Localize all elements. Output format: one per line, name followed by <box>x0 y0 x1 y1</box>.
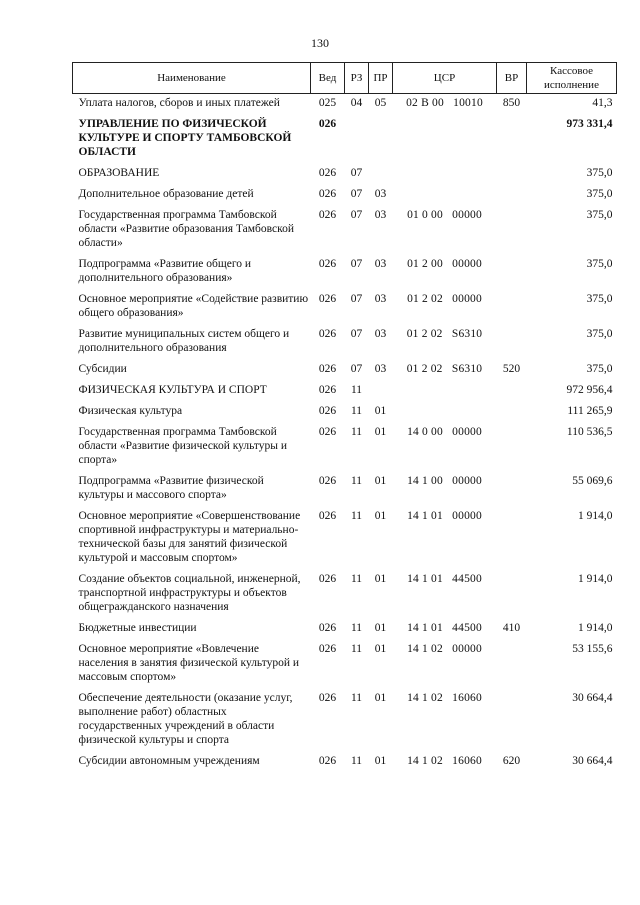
cell-ved: 026 <box>318 188 337 200</box>
table-row <box>73 115 617 164</box>
cell-csr <box>393 402 497 423</box>
cell-sum: 375,0 <box>586 209 613 221</box>
cell-sum: 30 664,4 <box>572 755 613 767</box>
cell-pr: 03 <box>374 209 387 221</box>
cell-ved: 026 <box>318 692 337 704</box>
cell-pr: 03 <box>374 328 387 340</box>
cell-sum: 53 155,6 <box>572 643 613 655</box>
cell-csr <box>393 164 497 185</box>
table-row <box>73 570 617 619</box>
cell-ved: 026 <box>318 643 337 655</box>
table-row <box>73 185 617 206</box>
cell-csr: 01 2 00 00000 <box>407 258 482 270</box>
cell-vr <box>497 402 527 423</box>
cell-rz: 11 <box>350 475 363 487</box>
cell-pr <box>369 115 393 164</box>
table-row <box>73 381 617 402</box>
cell-vr <box>497 570 527 619</box>
cell-sum: 111 265,9 <box>567 405 613 417</box>
cell-vr: 850 <box>502 97 521 109</box>
header-sum: Кассовое исполнение <box>527 63 617 94</box>
cell-sum: 1 914,0 <box>578 510 613 522</box>
cell-vr <box>497 423 527 472</box>
cell-ved: 026 <box>318 573 337 585</box>
cell-csr: 01 0 00 00000 <box>407 209 482 221</box>
cell-name: Бюджетные инвестиции <box>78 622 197 634</box>
cell-csr: 14 1 01 44500 <box>407 573 482 585</box>
cell-csr: 14 0 00 00000 <box>407 426 482 438</box>
table-row <box>73 360 617 381</box>
cell-sum: 375,0 <box>586 167 613 179</box>
cell-vr: 620 <box>502 755 521 767</box>
header-vr: ВР <box>497 63 527 94</box>
cell-csr: 14 1 02 00000 <box>407 643 482 655</box>
table-row <box>73 423 617 472</box>
cell-name: Субсидии <box>78 363 127 375</box>
cell-rz: 07 <box>350 209 363 221</box>
page-number: 130 <box>311 36 329 50</box>
cell-ved: 025 <box>318 97 337 109</box>
cell-sum: 375,0 <box>586 188 613 200</box>
cell-pr: 01 <box>374 755 387 767</box>
cell-vr <box>497 115 527 164</box>
cell-ved: 026 <box>318 328 337 340</box>
cell-rz: 07 <box>350 258 363 270</box>
cell-rz: 11 <box>350 510 363 522</box>
cell-pr <box>369 381 393 402</box>
cell-csr: 01 2 02 00000 <box>407 293 482 305</box>
cell-name: Основное мероприятие «Совершенствование спортивной инфраструктуры и материально-технической базы для занятий физической культурой и массовым спортом» <box>78 510 301 564</box>
cell-rz: 11 <box>350 384 363 396</box>
cell-ved: 026 <box>318 293 337 305</box>
table-row <box>73 640 617 689</box>
cell-rz: 11 <box>350 755 363 767</box>
cell-name: ФИЗИЧЕСКАЯ КУЛЬТУРА И СПОРТ <box>78 384 267 396</box>
cell-name: Подпрограмма «Развитие физической культуры и массового спорта» <box>78 475 264 501</box>
cell-name: Государственная программа Тамбовской области «Развитие образования Тамбовской области» <box>78 209 294 249</box>
cell-name: Основное мероприятие «Вовлечение населения в занятия физической культурой и массовым спортом» <box>78 643 300 683</box>
cell-pr: 01 <box>374 692 387 704</box>
cell-pr: 03 <box>374 363 387 375</box>
cell-sum: 1 914,0 <box>578 573 613 585</box>
header-rz: РЗ <box>345 63 369 94</box>
cell-rz: 07 <box>350 328 363 340</box>
cell-pr: 05 <box>374 97 387 109</box>
cell-vr <box>497 640 527 689</box>
cell-rz: 11 <box>350 622 363 634</box>
cell-vr <box>497 325 527 360</box>
cell-pr: 01 <box>374 622 387 634</box>
cell-name: ОБРАЗОВАНИЕ <box>78 167 160 179</box>
cell-vr <box>497 381 527 402</box>
table-row <box>73 507 617 570</box>
table-header <box>73 63 617 94</box>
cell-pr: 01 <box>374 573 387 585</box>
cell-vr <box>497 472 527 507</box>
cell-sum: 375,0 <box>586 363 613 375</box>
cell-ved: 026 <box>318 475 337 487</box>
cell-csr: 02 В 00 10010 <box>406 97 483 109</box>
cell-vr <box>497 206 527 255</box>
cell-pr: 01 <box>374 405 387 417</box>
cell-csr: 14 1 02 16060 <box>407 692 482 704</box>
table-row <box>73 472 617 507</box>
cell-rz: 11 <box>350 692 363 704</box>
cell-ved: 026 <box>318 755 337 767</box>
budget-table <box>72 62 617 773</box>
cell-name: УПРАВЛЕНИЕ ПО ФИЗИЧЕСКОЙ КУЛЬТУРЕ И СПОРТУ ТАМБОВСКОЙ ОБЛАСТИ <box>78 118 292 158</box>
cell-name: Основное мероприятие «Содействие развитию общего образования» <box>78 293 309 319</box>
cell-pr: 01 <box>374 426 387 438</box>
cell-pr: 01 <box>374 510 387 522</box>
cell-sum: 375,0 <box>586 258 613 270</box>
cell-sum: 41,3 <box>592 97 613 109</box>
cell-vr <box>497 689 527 752</box>
table-row <box>73 689 617 752</box>
table-row <box>73 752 617 773</box>
cell-name: Развитие муниципальных систем общего и дополнительного образования <box>78 328 290 354</box>
cell-vr: 520 <box>502 363 521 375</box>
cell-ved: 026 <box>318 384 337 396</box>
header-name: Наименование <box>73 63 311 94</box>
table-body <box>73 94 617 774</box>
cell-csr: 14 1 00 00000 <box>407 475 482 487</box>
cell-rz: 07 <box>350 293 363 305</box>
header-ved: Вед <box>311 63 345 94</box>
header-csr: ЦСР <box>393 63 497 94</box>
cell-rz: 07 <box>350 363 363 375</box>
table-row <box>73 164 617 185</box>
cell-ved: 026 <box>318 258 337 270</box>
cell-vr: 410 <box>502 622 521 634</box>
table-row <box>73 94 617 116</box>
cell-ved: 026 <box>318 622 337 634</box>
cell-pr: 03 <box>374 188 387 200</box>
cell-csr: 01 2 02 S6310 <box>406 363 483 375</box>
header-pr: ПР <box>369 63 393 94</box>
cell-ved: 026 <box>318 363 337 375</box>
cell-ved: 026 <box>318 167 337 179</box>
cell-ved: 026 <box>318 405 337 417</box>
cell-sum: 110 536,5 <box>566 426 613 438</box>
cell-vr <box>497 164 527 185</box>
cell-csr: 14 1 02 16060 <box>407 755 482 767</box>
cell-pr: 01 <box>374 643 387 655</box>
cell-name: Создание объектов социальной, инженерной, транспортной инфраструктуры и объектов общегражданского назначения <box>78 573 301 613</box>
cell-csr: 01 2 02 S6310 <box>406 328 483 340</box>
cell-name: Дополнительное образование детей <box>78 188 254 200</box>
cell-sum: 972 956,4 <box>566 384 613 396</box>
cell-ved: 026 <box>318 209 337 221</box>
cell-pr <box>369 164 393 185</box>
cell-sum: 973 331,4 <box>566 118 613 130</box>
cell-rz: 07 <box>350 188 363 200</box>
cell-vr <box>497 185 527 206</box>
cell-rz: 04 <box>350 97 363 109</box>
cell-sum: 375,0 <box>586 293 613 305</box>
cell-vr <box>497 290 527 325</box>
cell-rz <box>345 115 369 164</box>
cell-csr <box>393 185 497 206</box>
cell-name: Обеспечение деятельности (оказание услуг, выполнение работ) областных государственных учреждений в области физической культуры и спорта <box>78 692 293 746</box>
cell-rz: 07 <box>350 167 363 179</box>
cell-sum: 375,0 <box>586 328 613 340</box>
cell-name: Государственная программа Тамбовской области «Развитие физической культуры и спорта» <box>78 426 288 466</box>
cell-rz: 11 <box>350 426 363 438</box>
cell-pr: 03 <box>374 293 387 305</box>
table-row <box>73 290 617 325</box>
cell-rz: 11 <box>350 643 363 655</box>
cell-sum: 55 069,6 <box>572 475 613 487</box>
cell-name: Уплата налогов, сборов и иных платежей <box>78 97 280 109</box>
cell-vr <box>497 255 527 290</box>
table-row <box>73 619 617 640</box>
cell-rz: 11 <box>350 573 363 585</box>
cell-csr: 14 1 01 44500 <box>407 622 482 634</box>
cell-csr <box>393 381 497 402</box>
cell-sum: 1 914,0 <box>578 622 613 634</box>
table-row <box>73 402 617 423</box>
cell-ved: 026 <box>318 118 337 130</box>
cell-ved: 026 <box>318 426 337 438</box>
cell-rz: 11 <box>350 405 363 417</box>
cell-name: Субсидии автономным учреждениям <box>78 755 260 767</box>
cell-vr <box>497 507 527 570</box>
cell-sum: 30 664,4 <box>572 692 613 704</box>
cell-csr <box>393 115 497 164</box>
table-row <box>73 255 617 290</box>
cell-ved: 026 <box>318 510 337 522</box>
table-row <box>73 206 617 255</box>
cell-name: Подпрограмма «Развитие общего и дополнительного образования» <box>78 258 252 284</box>
cell-pr: 01 <box>374 475 387 487</box>
cell-name: Физическая культура <box>78 405 183 417</box>
cell-pr: 03 <box>374 258 387 270</box>
table-row <box>73 325 617 360</box>
cell-csr: 14 1 01 00000 <box>407 510 482 522</box>
